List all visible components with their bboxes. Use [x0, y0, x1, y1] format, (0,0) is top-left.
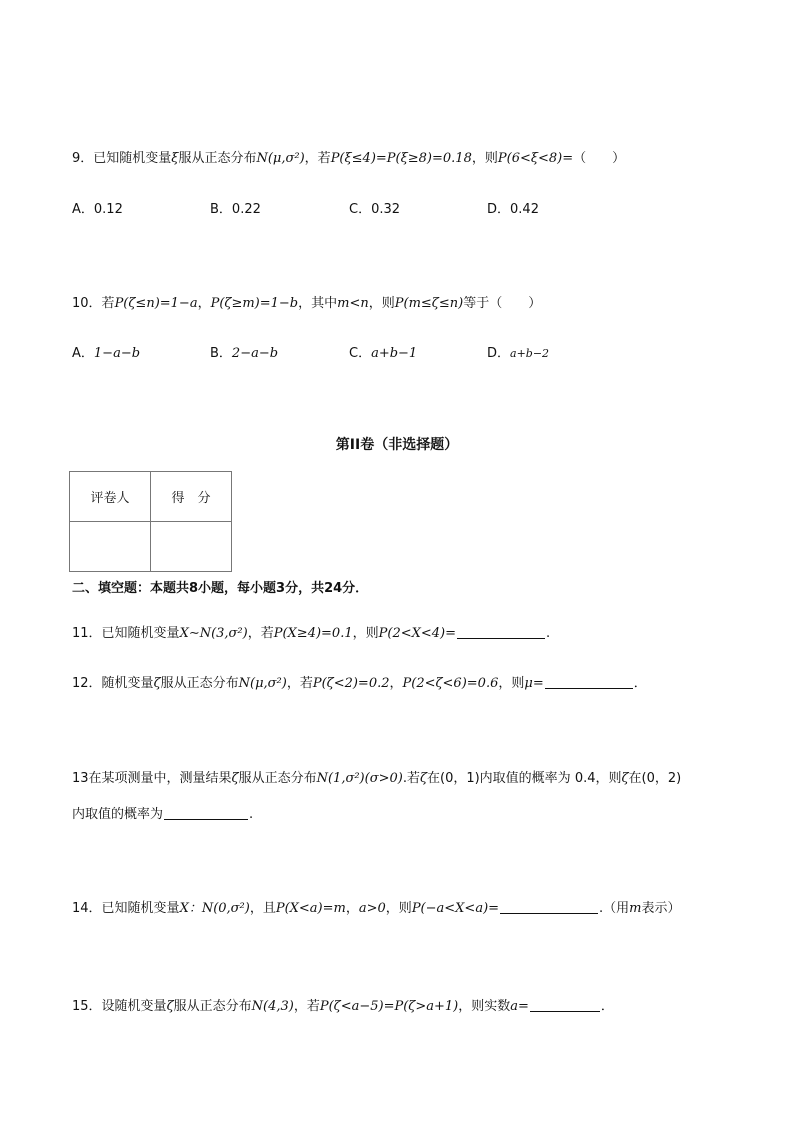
q14-sep: ，: [345, 901, 359, 916]
q12-condition-1: P(ζ<2)=0.2: [312, 676, 390, 691]
q15-text-prefix: 设随机变量: [101, 999, 167, 1014]
q11-answer-blank[interactable]: [457, 626, 545, 639]
q13-text-d: 在(0，1)内取值的概率为 0.4，则: [427, 771, 622, 786]
q12-end: ．: [633, 676, 647, 691]
question-15: [72, 998, 614, 1016]
q9-text-mid: 服从正态分布: [178, 151, 257, 166]
q13-end: .: [249, 807, 254, 822]
q14-text-mid2: ，则: [385, 901, 412, 916]
q14-text-mid: ，且: [249, 901, 276, 916]
q12-condition-2: P(2<ζ<6)=0.6: [402, 676, 499, 691]
q10-sep: ，: [197, 296, 211, 311]
q9-text-prefix: 已知随机变量: [93, 151, 172, 166]
q15-variable: ζ: [166, 999, 174, 1014]
q10-condition-2: P(ζ≥m)=1−b: [210, 296, 299, 311]
grader-header: 评卷人: [70, 472, 151, 522]
option-value: a+b−1: [371, 346, 418, 361]
q12-sep: ，: [389, 676, 403, 691]
q9-number: 9．: [72, 151, 94, 166]
q13-variable-2: ζ: [419, 771, 427, 786]
q11-text-mid: ，若: [247, 626, 274, 641]
option-label: A．: [72, 346, 94, 361]
option-value: a+b−2: [510, 347, 550, 360]
q13-text-e: 在(0，2): [628, 771, 682, 786]
q13-variable: ζ: [231, 771, 239, 786]
q14-tail: 表示）: [641, 901, 681, 916]
option-value: 0.42: [510, 202, 539, 217]
q9-text-mid2: ，若: [304, 151, 331, 166]
q9-paren: （ ）: [573, 151, 626, 166]
q14-ask: P(−a<X<a)=: [411, 901, 500, 916]
q14-condition-2: a>0: [358, 901, 386, 916]
option-label: D．: [487, 202, 511, 217]
q9-variable: ξ: [171, 151, 179, 166]
question-11: [72, 625, 550, 643]
grader-cell[interactable]: [70, 522, 151, 572]
q13-answer-blank[interactable]: [164, 807, 248, 820]
q11-end: .: [546, 626, 551, 641]
q10-text-mid: ，其中: [298, 296, 338, 311]
q11-distribution: X∼N(3,σ²): [179, 626, 248, 641]
question-13-line-1: [72, 770, 681, 788]
q10-option-d: [487, 345, 549, 363]
q12-variable: ζ: [153, 676, 161, 691]
section-title: 第II卷（非选择题）: [335, 437, 459, 453]
q10-option-a: [72, 345, 140, 363]
q9-option-c: [349, 201, 400, 219]
q11-number: 11．: [72, 626, 102, 641]
score-cell[interactable]: [151, 522, 232, 572]
q11-ask: P(2<X<4)=: [378, 626, 457, 641]
q15-end: ．: [600, 999, 614, 1014]
q15-number: 15．: [72, 999, 102, 1014]
q10-ask: P(m≤ζ≤n): [394, 296, 464, 311]
q12-text-prefix: 随机变量: [101, 676, 154, 691]
q14-condition-1: P(X<a)=m: [275, 901, 346, 916]
q15-distribution: N(4,3): [251, 999, 294, 1014]
q10-option-b: [210, 345, 278, 363]
q13-text-a: 13在某项测量中，测量结果: [72, 771, 232, 786]
score-header: 得 分: [151, 472, 232, 522]
q11-text-prefix: 已知随机变量: [101, 626, 180, 641]
option-label: C．: [349, 202, 372, 217]
option-value: 2−a−b: [231, 346, 279, 361]
q9-ask: P(6<ξ<8)=: [497, 151, 574, 166]
q12-text-mid3: ，则: [498, 676, 525, 691]
q12-number: 12．: [72, 676, 102, 691]
q9-option-a: [72, 201, 123, 219]
question-9: [72, 150, 625, 168]
q9-text-mid3: ，则: [471, 151, 498, 166]
option-label: B．: [210, 202, 232, 217]
option-label: C．: [349, 346, 372, 361]
q13-text-b: 服从正态分布: [238, 771, 317, 786]
question-10: [72, 295, 541, 313]
q13-variable-3: ζ: [621, 771, 629, 786]
question-12: [72, 675, 647, 693]
q15-text-mid2: ，若: [293, 999, 320, 1014]
q15-text-mid3: ，则实数: [458, 999, 511, 1014]
q13-distribution: N(1,σ²)(σ>0): [316, 771, 403, 786]
q12-ask: μ=: [524, 676, 544, 691]
q9-option-b: [210, 201, 261, 219]
q13-text-c: .若: [402, 771, 420, 786]
option-value: 0.22: [231, 202, 261, 217]
option-label: B．: [210, 346, 232, 361]
q14-answer-blank[interactable]: [500, 901, 598, 914]
option-value: 1−a−b: [93, 346, 141, 361]
question-13-line-2: [72, 806, 253, 824]
q14-after-blank: .（用: [599, 901, 630, 916]
q11-text-mid2: ，则: [352, 626, 379, 641]
q10-option-c: [349, 345, 417, 363]
q10-text-mid2: ，则: [368, 296, 395, 311]
q15-answer-blank[interactable]: [530, 999, 600, 1012]
q10-number: 10．: [72, 296, 102, 311]
q11-condition: P(X≥4)=0.1: [273, 626, 353, 641]
q12-answer-blank[interactable]: [545, 676, 633, 689]
q12-distribution: N(μ,σ²): [238, 676, 287, 691]
q10-suffix: 等于（ ）: [463, 296, 542, 311]
q13-text-line2: 内取值的概率为: [72, 807, 164, 822]
option-label: D．: [487, 346, 511, 361]
q9-option-d: [487, 201, 539, 219]
q10-condition-3: m<n: [337, 296, 369, 311]
grader-table: [69, 471, 232, 572]
q14-text-prefix: 已知随机变量: [101, 901, 180, 916]
q15-text-mid: 服从正态分布: [173, 999, 252, 1014]
q15-ask: a=: [510, 999, 529, 1014]
q14-m: m: [629, 901, 642, 916]
q12-text-mid2: ，若: [286, 676, 313, 691]
q15-condition: P(ζ<a−5)=P(ζ>a+1): [319, 999, 459, 1014]
question-14: [72, 900, 681, 918]
q12-text-mid: 服从正态分布: [160, 676, 239, 691]
q10-text-prefix: 若: [101, 296, 115, 311]
option-label: A．: [72, 202, 94, 217]
q9-distribution: N(μ,σ²): [256, 151, 305, 166]
section-2-heading: 二、填空题：本题共8小题，每小题3分，共24分．: [72, 581, 369, 596]
option-value: 0.32: [371, 202, 401, 217]
q10-condition-1: P(ζ≤n)=1−a: [114, 296, 198, 311]
q9-condition: P(ξ≤4)=P(ξ≥8)=0.18: [330, 151, 472, 166]
q14-number: 14．: [72, 901, 102, 916]
option-value: 0.12: [93, 202, 123, 217]
q14-distribution: X：N(0,σ²): [179, 901, 250, 916]
